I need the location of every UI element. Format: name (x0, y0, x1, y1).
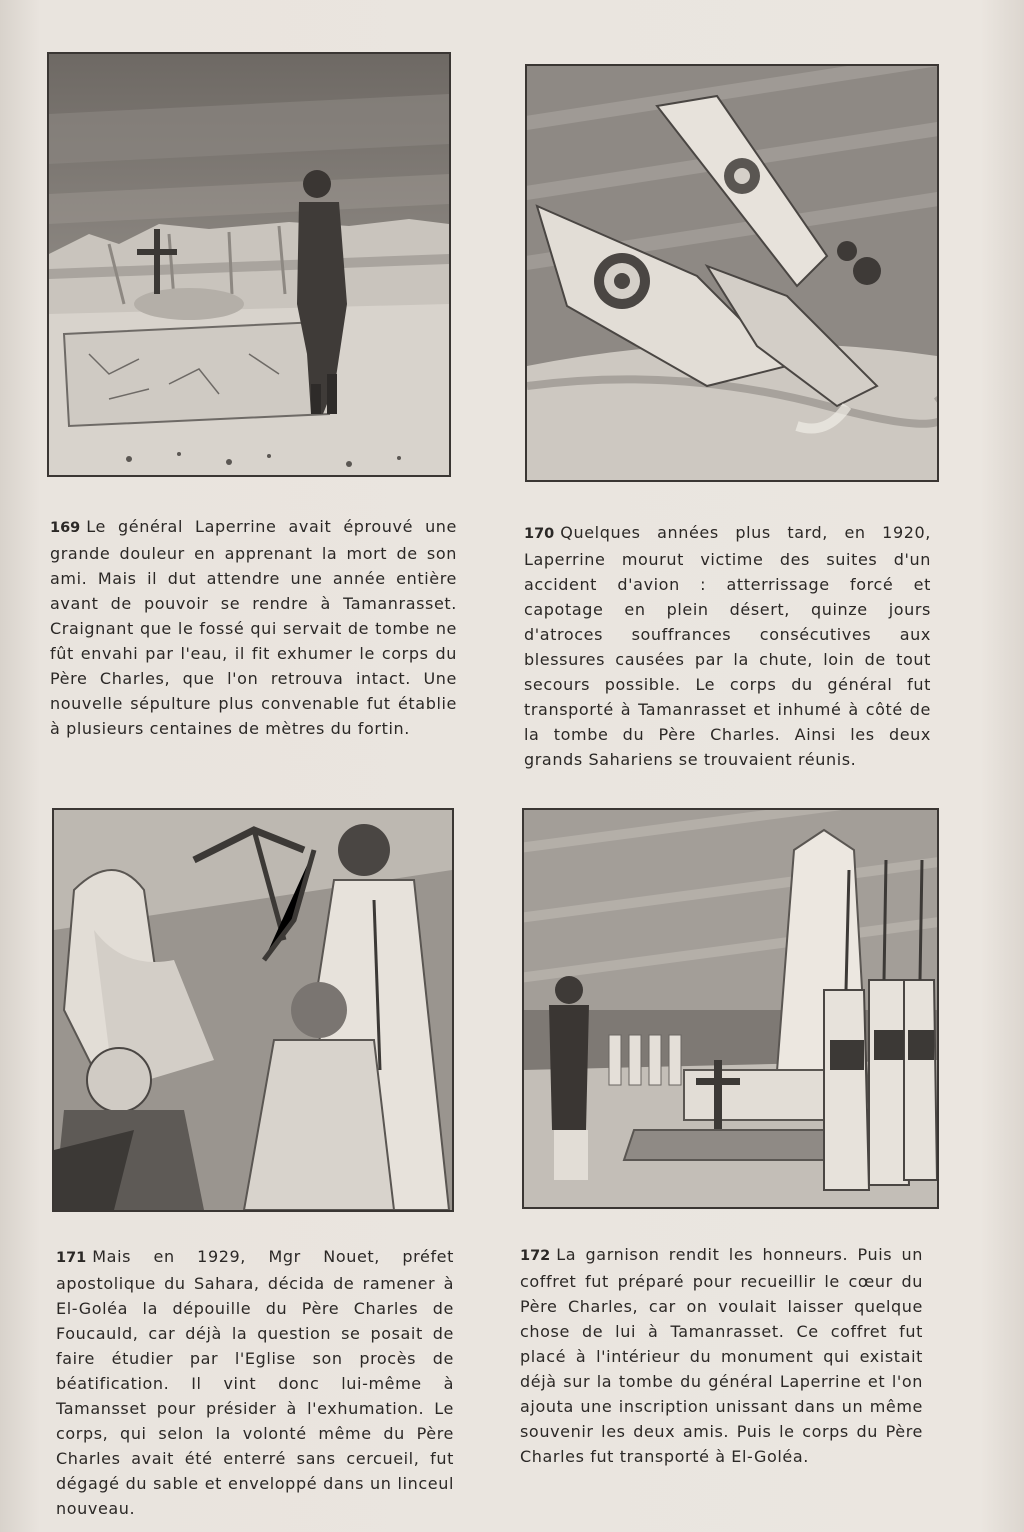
caption-text: La garnison rendit les honneurs. Puis un coffret fut préparé pour recueillir le cœur du Père Charles, car on voulait laisser quelque chose de lui à Tamanrasset. Ce coffret fut placé à l'intérieur du monument qui existait déjà sur la tombe du général Laperrine et l'on ajouta une inscription unissant dans un même souvenir les deux amis. Puis le corps du Père Charles fut transporté à El-Goléa. (520, 1245, 923, 1466)
caption-text: Quelques années plus tard, en 1920, Laperrine mourut victime des suites d'un accident d'avion : atterrissage forcé et capotage en plein désert, quinze jours d'atroces souffrances consécutives aux blessures causées par la chute, loin de tout secours possible. Le corps du général fut transporté à Tamanrasset et inhumé à côté de la tombe du Père Charles. Ainsi les deux grands Sahariens se trouvaient réunis. (524, 523, 931, 769)
caption-number: 171 (56, 1250, 87, 1266)
illustration-170-plane-crash (525, 64, 939, 482)
caption-number: 172 (520, 1248, 551, 1264)
illustration-169-grave-visit (47, 52, 451, 477)
caption-text: Le général Laperrine avait éprouvé une grande douleur en apprenant la mort de son ami. Mais il dut attendre une année entière avant de pouvoir se rendre à Tamanrasset. Craignant que le fossé qui servait de tombe ne fût envahi par l'eau, il fit exhumer le corps du Père Charles, que l'on retrouva intact. Une nouvelle sépulture plus convenable fut établie à plusieurs centaines de mètres du fortin. (50, 517, 457, 738)
illustration-171-exhumation (52, 808, 454, 1212)
caption-171 (56, 1244, 454, 1521)
caption-number: 169 (50, 520, 81, 536)
caption-172 (520, 1242, 923, 1469)
caption-169 (50, 514, 457, 741)
caption-170 (524, 520, 931, 772)
caption-number: 170 (524, 526, 555, 542)
illustration-172-honors (522, 808, 939, 1209)
caption-text: Mais en 1929, Mgr Nouet, préfet apostolique du Sahara, décida de ramener à El-Goléa la dépouille du Père Charles de Foucauld, car déjà la question se posait de faire étudier par l'Eglise son procès de béatification. Il vint donc lui-même à Tamansset pour présider à l'exhumation. Le corps, qui selon la volonté même du Père Charles avait été enterré sans cercueil, fut dégagé du sable et enveloppé dans un linceul nouveau. (56, 1247, 454, 1518)
